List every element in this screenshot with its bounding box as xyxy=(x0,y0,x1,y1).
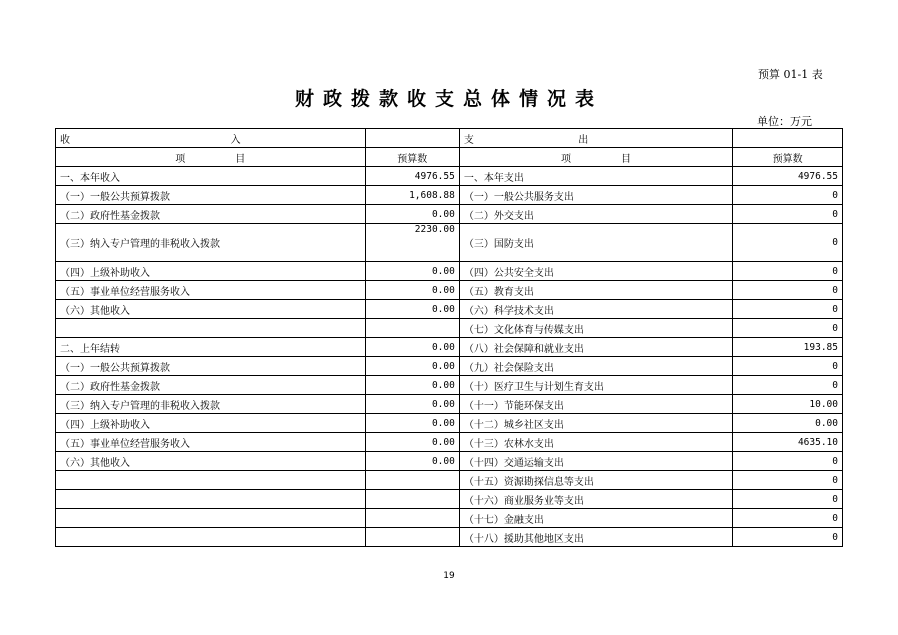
income-item-cell: （四）上级补助收入 xyxy=(56,262,366,281)
expense-value-cell: 4976.55 xyxy=(733,167,843,186)
expense-value-cell: 0 xyxy=(733,357,843,376)
expense-header-char1: 支 xyxy=(463,134,474,146)
income-item-cell: 二、上年结转 xyxy=(56,338,366,357)
header-row-columns xyxy=(56,148,843,167)
table-row xyxy=(56,186,843,205)
income-value-cell: 0.00 xyxy=(365,452,459,471)
expense-item-cell: （三）国防支出 xyxy=(459,224,732,262)
income-value-cell: 2230.00 xyxy=(365,224,459,262)
income-value-cell: 0.00 xyxy=(365,205,459,224)
income-item-cell xyxy=(56,319,366,338)
expense-item-cell: （十四）交通运输支出 xyxy=(459,452,732,471)
expense-header xyxy=(459,129,732,148)
income-item-cell xyxy=(56,509,366,528)
income-header xyxy=(56,129,366,148)
expense-value-cell: 0 xyxy=(733,300,843,319)
income-value-cell: 1,608.88 xyxy=(365,186,459,205)
income-value-cell xyxy=(365,509,459,528)
income-item-cell: （二）政府性基金拨款 xyxy=(56,376,366,395)
expense-value-cell: 0.00 xyxy=(733,414,843,433)
expense-item-cell: （四）公共安全支出 xyxy=(459,262,732,281)
expense-item-cell: （十二）城乡社区支出 xyxy=(459,414,732,433)
expense-item-cell: （十八）援助其他地区支出 xyxy=(459,528,732,547)
expense-item-cell: （十六）商业服务业等支出 xyxy=(459,490,732,509)
income-item-cell: （四）上级补助收入 xyxy=(56,414,366,433)
income-item-cell: 一、本年收入 xyxy=(56,167,366,186)
expense-value-cell: 0 xyxy=(733,205,843,224)
table-row xyxy=(56,509,843,528)
expense-value-cell: 0 xyxy=(733,224,843,262)
income-budget-header: 预算数 xyxy=(365,148,459,167)
income-item-cell: （五）事业单位经营服务收入 xyxy=(56,433,366,452)
expense-item-cell: （十五）资源勘探信息等支出 xyxy=(459,471,732,490)
expense-item-cell: （一）一般公共服务支出 xyxy=(459,186,732,205)
expense-item-cell: （二）外交支出 xyxy=(459,205,732,224)
expense-value-cell: 0 xyxy=(733,281,843,300)
income-value-cell: 0.00 xyxy=(365,281,459,300)
income-header-char2: 入 xyxy=(230,134,241,146)
table-row xyxy=(56,433,843,452)
table-row xyxy=(56,376,843,395)
income-value-cell: 0.00 xyxy=(365,300,459,319)
income-item-cell: （二）政府性基金拨款 xyxy=(56,205,366,224)
expense-value-cell: 0 xyxy=(733,490,843,509)
income-value-cell xyxy=(365,490,459,509)
item-header-char1: 项 xyxy=(175,153,186,165)
income-value-cell: 0.00 xyxy=(365,433,459,452)
table-row xyxy=(56,319,843,338)
expense-item-cell: （十）医疗卫生与计划生育支出 xyxy=(459,376,732,395)
expense-item-cell: （十三）农林水支出 xyxy=(459,433,732,452)
page-number: 19 xyxy=(443,571,455,581)
expense-value-cell: 10.00 xyxy=(733,395,843,414)
income-value-cell: 0.00 xyxy=(365,414,459,433)
income-item-cell: （五）事业单位经营服务收入 xyxy=(56,281,366,300)
income-value-cell xyxy=(365,528,459,547)
form-number: 预算 01-1 表 xyxy=(758,68,823,81)
expense-item-cell: （九）社会保险支出 xyxy=(459,357,732,376)
expense-header-char2: 出 xyxy=(578,134,589,146)
expense-value-cell: 193.85 xyxy=(733,338,843,357)
table-row xyxy=(56,395,843,414)
header-row-section xyxy=(56,129,843,148)
item-header-char1: 项 xyxy=(561,153,572,165)
income-value-cell: 0.00 xyxy=(365,262,459,281)
expense-item-header xyxy=(459,148,732,167)
expense-value-cell: 0 xyxy=(733,319,843,338)
table-row xyxy=(56,281,843,300)
income-item-cell: （一）一般公共预算拨款 xyxy=(56,357,366,376)
item-header-char2: 目 xyxy=(235,153,246,165)
income-value-cell xyxy=(365,319,459,338)
table-row xyxy=(56,452,843,471)
expense-item-cell: （七）文化体育与传媒支出 xyxy=(459,319,732,338)
expense-value-cell: 0 xyxy=(733,471,843,490)
budget-table xyxy=(55,128,843,547)
income-value-cell: 0.00 xyxy=(365,395,459,414)
expense-item-cell: （五）教育支出 xyxy=(459,281,732,300)
expense-item-cell: （十七）金融支出 xyxy=(459,509,732,528)
table-row xyxy=(56,205,843,224)
table-row xyxy=(56,528,843,547)
expense-value-cell: 0 xyxy=(733,376,843,395)
page-title: 财政拨款收支总体情况表 xyxy=(294,88,603,110)
expense-value-cell: 4635.10 xyxy=(733,433,843,452)
table-row xyxy=(56,490,843,509)
expense-item-cell: （八）社会保障和就业支出 xyxy=(459,338,732,357)
expense-value-cell: 0 xyxy=(733,186,843,205)
item-header-char2: 目 xyxy=(621,153,632,165)
income-item-cell xyxy=(56,528,366,547)
table-row xyxy=(56,262,843,281)
income-item-cell xyxy=(56,490,366,509)
table-row xyxy=(56,338,843,357)
income-value-cell: 4976.55 xyxy=(365,167,459,186)
income-value-cell: 0.00 xyxy=(365,338,459,357)
expense-value-cell: 0 xyxy=(733,509,843,528)
unit-label: 单位：万元 xyxy=(757,115,812,128)
expense-budget-header: 预算数 xyxy=(733,148,843,167)
expense-value-cell: 0 xyxy=(733,262,843,281)
table-row xyxy=(56,167,843,186)
expense-value-cell: 0 xyxy=(733,452,843,471)
income-item-cell: （三）纳入专户管理的非税收入拨款 xyxy=(56,224,366,262)
table-row xyxy=(56,224,843,262)
expense-value-cell: 0 xyxy=(733,528,843,547)
table-row xyxy=(56,471,843,490)
income-value-cell xyxy=(365,471,459,490)
income-item-cell: （六）其他收入 xyxy=(56,452,366,471)
table-row xyxy=(56,357,843,376)
income-item-cell: （三）纳入专户管理的非税收入拨款 xyxy=(56,395,366,414)
table-row xyxy=(56,414,843,433)
income-item-cell xyxy=(56,471,366,490)
income-value-cell: 0.00 xyxy=(365,357,459,376)
expense-item-cell: （十一）节能环保支出 xyxy=(459,395,732,414)
income-item-cell: （一）一般公共预算拨款 xyxy=(56,186,366,205)
expense-item-cell: 一、本年支出 xyxy=(459,167,732,186)
income-item-cell: （六）其他收入 xyxy=(56,300,366,319)
table-row xyxy=(56,300,843,319)
income-header-char1: 收 xyxy=(60,134,70,146)
income-item-header xyxy=(56,148,366,167)
expense-item-cell: （六）科学技术支出 xyxy=(459,300,732,319)
income-value-cell: 0.00 xyxy=(365,376,459,395)
